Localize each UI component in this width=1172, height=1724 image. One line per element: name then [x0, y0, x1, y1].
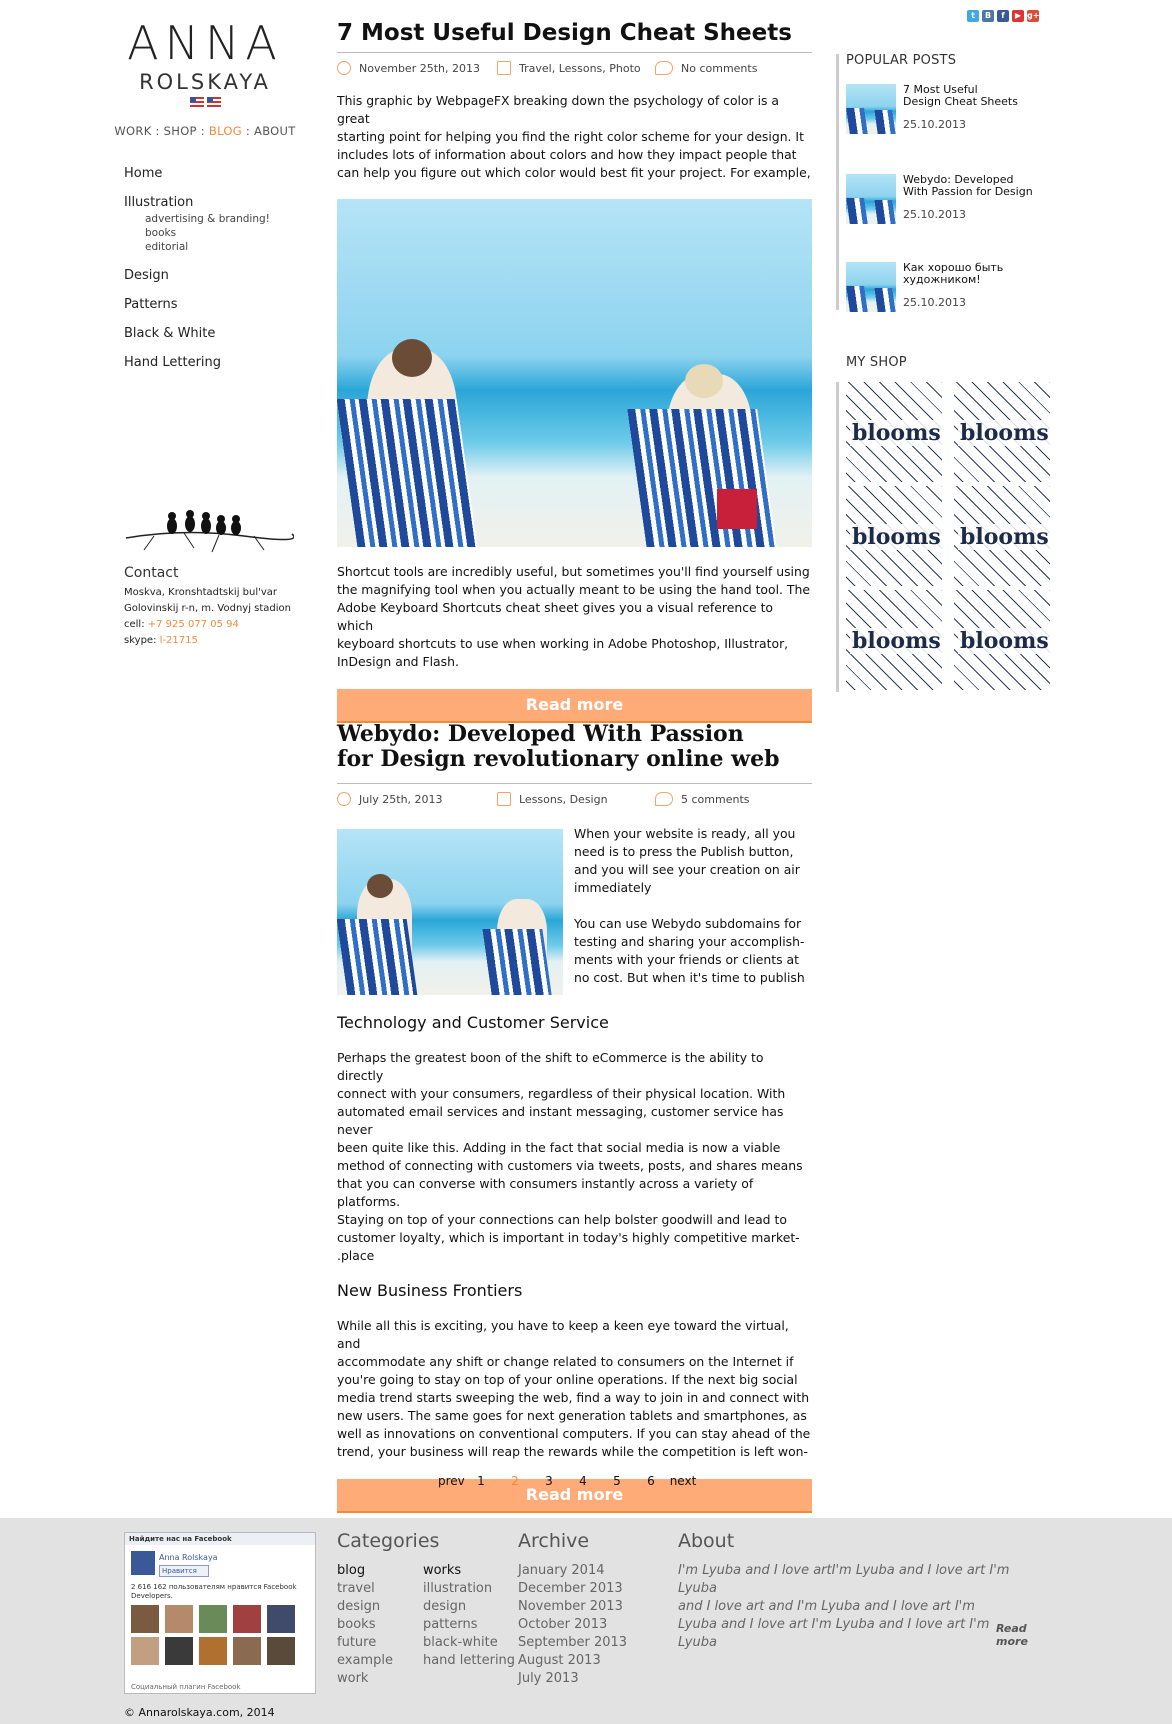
read-more-button[interactable]: Read more: [337, 1479, 812, 1513]
avatar[interactable]: [267, 1605, 295, 1633]
language-flags: [120, 97, 290, 107]
text-line: This graphic by WebpageFX breaking down the psychology of color is a great: [337, 93, 780, 126]
facebook-icon[interactable]: f: [997, 10, 1009, 22]
vk-icon[interactable]: B: [982, 10, 994, 22]
popular-post-item[interactable]: [846, 84, 1046, 136]
menu-illustration[interactable]: Illustration: [124, 195, 194, 210]
pager-page-3[interactable]: 3: [545, 1474, 553, 1488]
category-link[interactable]: example: [337, 1653, 393, 1668]
comment-bubble-icon: [655, 61, 673, 75]
nav-separator: :: [196, 124, 209, 138]
tags-text[interactable]: Travel, Lessons, Photo: [519, 61, 641, 75]
text-line: testing and sharing your accomplish-: [574, 934, 805, 949]
submenu-books[interactable]: books: [145, 227, 177, 239]
nav-separator: :: [151, 124, 164, 138]
categories-title: Categories: [337, 1530, 440, 1552]
post-date: [337, 61, 480, 75]
clock-icon: [337, 61, 351, 75]
text-line: no cost. But when it's time to publish: [574, 970, 805, 985]
beach-photo: [337, 199, 812, 547]
text-line: starting point for helping you find the right color scheme for your design. It: [337, 129, 804, 144]
post-2: [337, 722, 812, 1513]
my-shop-title: MY SHOP: [846, 355, 907, 370]
about-text-line: and I love art and I'm Lyuba and I love art I'm: [678, 1599, 975, 1614]
archive-link[interactable]: August 2013: [518, 1653, 601, 1668]
text-line: Perhaps the greatest boon of the shift to eCommerce is the ability to directly: [337, 1050, 764, 1083]
cell-phone-link[interactable]: +7 925 077 05 94: [147, 619, 239, 630]
category-link[interactable]: black-white: [422, 1635, 498, 1650]
avatar[interactable]: [233, 1605, 261, 1633]
archive-link[interactable]: July 2013: [518, 1671, 579, 1686]
text-line: accommodate any shift or change related to consumers on the Internet if: [337, 1354, 794, 1369]
post-side-text: [574, 825, 812, 987]
date-text: July 25th, 2013: [359, 792, 443, 806]
category-link[interactable]: design: [337, 1599, 381, 1614]
category-link[interactable]: works: [422, 1563, 462, 1578]
pager-page-2[interactable]: 2: [511, 1474, 519, 1488]
skype-label: skype:: [124, 635, 160, 646]
shop-item[interactable]: [954, 486, 1050, 586]
post-date: [337, 792, 443, 806]
archive-link[interactable]: October 2013: [518, 1617, 608, 1632]
youtube-icon[interactable]: ▶: [1012, 10, 1024, 22]
popular-post-title: Webydo: Developed: [903, 173, 1014, 186]
text-line: media trend starts sweeping the web, find a way to join in and connect with: [337, 1390, 810, 1405]
category-link[interactable]: books: [337, 1617, 376, 1632]
about-text-line: Lyuba and I love art I'm Lyuba and I love art I'm Lyuba: [678, 1617, 990, 1650]
about-read-more-link[interactable]: Read more: [996, 1622, 1028, 1648]
nav-blog[interactable]: BLOG: [208, 124, 242, 138]
category-link[interactable]: future: [337, 1635, 377, 1650]
post-1: [337, 20, 812, 723]
shop-item[interactable]: [846, 590, 942, 690]
archive-link[interactable]: December 2013: [518, 1581, 623, 1596]
copyright: © Annarolskaya.com, 2014: [124, 1706, 275, 1719]
clock-icon: [337, 792, 351, 806]
shop-item-label: blooms: [960, 420, 1049, 446]
text-line: method of connecting with customers via tweets, posts, and shares means: [337, 1158, 803, 1173]
side-menu: [124, 166, 324, 384]
category-link[interactable]: design: [422, 1599, 467, 1614]
pencil-icon: [497, 792, 511, 806]
flag-us-icon[interactable]: [207, 97, 221, 107]
text-line: well as innovations on conventional computers. If you can stay ahead of the: [337, 1426, 811, 1441]
fb-widget-header: Найдите нас на Facebook: [125, 1533, 315, 1545]
post-title-line2: for Design revolutionary online web: [337, 746, 780, 772]
post-comments: [655, 61, 757, 75]
text-line: keyboard shortcuts to use when working in Adobe Photoshop, Illustrator,: [337, 636, 789, 651]
category-link[interactable]: work: [337, 1671, 369, 1686]
post-intro: [337, 92, 812, 182]
menu-design[interactable]: Design: [124, 268, 169, 283]
comment-bubble-icon: [655, 792, 673, 806]
shop-item[interactable]: [846, 382, 942, 482]
pager-page-4[interactable]: 4: [579, 1474, 587, 1488]
category-link[interactable]: patterns: [422, 1617, 478, 1632]
post-body: [337, 563, 812, 671]
twitter-icon[interactable]: t: [967, 10, 979, 22]
fb-widget-footer: Социальный плагин Facebook: [131, 1683, 241, 1691]
shop-item[interactable]: [846, 486, 942, 586]
category-link[interactable]: hand lettering: [422, 1653, 516, 1668]
post-body: [337, 1317, 812, 1461]
avatar[interactable]: [199, 1637, 227, 1665]
text-line: and you will see your creation on air: [574, 862, 800, 877]
text-line: you're going to stay on top of your online operations. If the next big social: [337, 1372, 798, 1387]
popular-post-thumbnail: [846, 262, 896, 312]
post-body: [337, 1049, 812, 1265]
text-line: been quite like this. Adding in the fact that social media is now a viable: [337, 1140, 781, 1155]
text-line: Staying on top of your connections can help bolster goodwill and lead to: [337, 1212, 787, 1227]
archive-title: Archive: [518, 1530, 590, 1552]
google-plus-icon[interactable]: g+: [1027, 11, 1040, 20]
popular-post-item[interactable]: [846, 262, 1046, 314]
birds-on-branch-icon: [124, 500, 294, 560]
pencil-icon: [497, 61, 511, 75]
post-comments: [655, 792, 750, 806]
comments-link[interactable]: No comments: [681, 61, 758, 75]
text-line: connect with your consumers, regardless of their physical location. With: [337, 1086, 786, 1101]
avatar[interactable]: [165, 1637, 193, 1665]
flag-ru-icon[interactable]: [190, 97, 204, 107]
archive-link[interactable]: November 2013: [518, 1599, 623, 1614]
nav-about[interactable]: ABOUT: [254, 124, 296, 138]
archive-link[interactable]: September 2013: [518, 1635, 628, 1650]
fb-like-button[interactable]: Нравится: [159, 1565, 209, 1577]
text-line: Adobe Keyboard Shortcuts cheat sheet gives you a visual reference to which: [337, 600, 774, 633]
social-links: [967, 10, 1039, 22]
pager-page-6[interactable]: 6: [647, 1474, 655, 1488]
popular-post-date: 25.10.2013: [903, 118, 966, 131]
shop-item-label: blooms: [852, 524, 941, 550]
nav-shop[interactable]: SHOP: [163, 124, 197, 138]
fb-page-name[interactable]: Anna Rolskaya: [159, 1553, 218, 1562]
text-line: .place: [337, 1248, 375, 1263]
popular-post-title: художником!: [903, 273, 981, 286]
shop-item-label: blooms: [960, 524, 1049, 550]
pager-page-1[interactable]: 1: [477, 1474, 485, 1488]
text-line: can help you figure out which color would best fit your project. For example,: [337, 165, 811, 180]
submenu-advertising[interactable]: advertising & branding!: [145, 213, 270, 225]
popular-post-date: 25.10.2013: [903, 208, 966, 221]
shop-item[interactable]: [954, 382, 1050, 482]
text-line: ments with your friends or clients at: [574, 952, 799, 967]
text-line: need is to press the Publish button,: [574, 844, 794, 859]
text-line: trend, your business will reap the rewards while the competition is left won-: [337, 1444, 808, 1459]
popular-post-title: Как хорошо быть: [903, 261, 1004, 274]
contact-title: Contact: [124, 565, 179, 581]
post-meta: [337, 783, 812, 811]
logo-last-name: ROLSKAYA: [139, 70, 271, 94]
pager-prev[interactable]: prev: [438, 1474, 465, 1488]
sidebar-divider: [836, 54, 839, 310]
sidebar-divider: [836, 382, 839, 692]
footer-categories: [337, 1530, 515, 1688]
avatar[interactable]: [165, 1605, 193, 1633]
avatar[interactable]: [267, 1637, 295, 1665]
pager-next[interactable]: next: [669, 1474, 697, 1488]
post-meta: [337, 52, 812, 80]
post-tags: [497, 792, 608, 806]
skype-link[interactable]: l-21715: [159, 635, 198, 646]
post-title-line1: Webydo: Developed With Passion: [337, 721, 744, 747]
shop-item-label: blooms: [852, 628, 941, 654]
section-heading: Technology and Customer Service: [337, 1013, 609, 1032]
popular-post-thumbnail: [846, 174, 896, 224]
popular-post-thumbnail: [846, 84, 896, 134]
tags-text[interactable]: Lessons, Design: [519, 792, 608, 806]
post-thumbnail: [337, 829, 563, 995]
popular-post-date: 25.10.2013: [903, 296, 966, 309]
menu-hand-lettering[interactable]: Hand Lettering: [124, 355, 222, 370]
archive-link[interactable]: January 2014: [518, 1563, 605, 1578]
facebook-widget: [124, 1532, 316, 1694]
text-line: immediately: [574, 880, 652, 895]
text-line: When your website is ready, all you: [574, 826, 796, 841]
contact-block: [124, 565, 291, 649]
avatar[interactable]: [199, 1605, 227, 1633]
avatar[interactable]: [131, 1605, 159, 1633]
contact-address-line2: Golovinskij r-n, m. Vodnyj stadion: [124, 603, 291, 614]
avatar[interactable]: [233, 1637, 261, 1665]
logo-first-name: ANNA: [127, 16, 283, 70]
popular-post-title: 7 Most Useful: [903, 83, 978, 96]
category-link[interactable]: travel: [337, 1581, 375, 1596]
submenu-editorial[interactable]: editorial: [145, 241, 189, 253]
text-line: InDesign and Flash.: [337, 654, 459, 669]
menu-patterns[interactable]: Patterns: [124, 297, 178, 312]
popular-post-item[interactable]: [846, 174, 1046, 226]
cell-label: cell:: [124, 619, 148, 630]
top-navigation: [100, 124, 310, 138]
post-tags: [497, 61, 641, 75]
popular-posts-title: POPULAR POSTS: [846, 53, 957, 68]
text-line: While all this is exciting, you have to keep a keen eye toward the virtual, and: [337, 1318, 789, 1351]
site-logo[interactable]: [120, 18, 290, 107]
fb-like-count: 2 616 162 пользователям нравится Facebook Developers.: [131, 1583, 297, 1600]
post-title[interactable]: [337, 722, 812, 772]
nav-work[interactable]: WORK: [114, 124, 152, 138]
section-heading: New Business Frontiers: [337, 1281, 523, 1300]
illustration-submenu: [145, 212, 324, 254]
footer-about: [678, 1530, 1028, 1652]
text-line: Shortcut tools are incredibly useful, but sometimes you'll find yourself using: [337, 564, 810, 579]
read-more-button[interactable]: Read more: [337, 689, 812, 723]
comments-link[interactable]: 5 comments: [681, 792, 750, 806]
avatar[interactable]: [131, 1637, 159, 1665]
category-link[interactable]: illustration: [422, 1581, 493, 1596]
pagination: [438, 1474, 698, 1488]
footer: [0, 1518, 1172, 1724]
text-line: that you can converse with consumers instantly across a variety of platforms.: [337, 1176, 754, 1209]
menu-black-white[interactable]: Black & White: [124, 326, 216, 341]
nav-separator: :: [241, 124, 255, 138]
shop-item-label: blooms: [852, 420, 941, 446]
footer-archive: [518, 1530, 627, 1688]
date-text: November 25th, 2013: [359, 61, 480, 75]
shop-item[interactable]: [954, 590, 1050, 690]
post-title[interactable]: 7 Most Useful Design Cheat Sheets: [337, 20, 792, 46]
popular-post-title: Design Cheat Sheets: [903, 95, 1018, 108]
shop-item-label: blooms: [960, 628, 1049, 654]
shop-grid: [846, 382, 1048, 690]
menu-home[interactable]: Home: [124, 166, 163, 181]
text-line: includes lots of information about colors and how they impact people that: [337, 147, 797, 162]
about-text-line: I'm Lyuba and I love artI'm Lyuba and I love art I'm Lyuba: [678, 1563, 1010, 1596]
pager-page-5[interactable]: 5: [613, 1474, 621, 1488]
fb-page-logo-icon[interactable]: [131, 1551, 155, 1575]
text-line: automated email services and instant messaging, customer service has never: [337, 1104, 784, 1137]
text-line: customer loyalty, which is important in today's highly competitive market-: [337, 1230, 800, 1245]
contact-address-line1: Moskva, Kronshtadtskij bul'var: [124, 587, 278, 598]
about-title: About: [678, 1530, 735, 1552]
text-line: new users. The same goes for next generation tablets and smartphones, as: [337, 1408, 807, 1423]
popular-post-title: With Passion for Design: [903, 185, 1033, 198]
text-line: You can use Webydo subdomains for: [574, 916, 802, 931]
text-line: the magnifying tool when you actually meant to be using the hand tool. The: [337, 582, 810, 597]
fb-fan-avatars: [131, 1605, 295, 1665]
category-link[interactable]: blog: [337, 1563, 366, 1578]
